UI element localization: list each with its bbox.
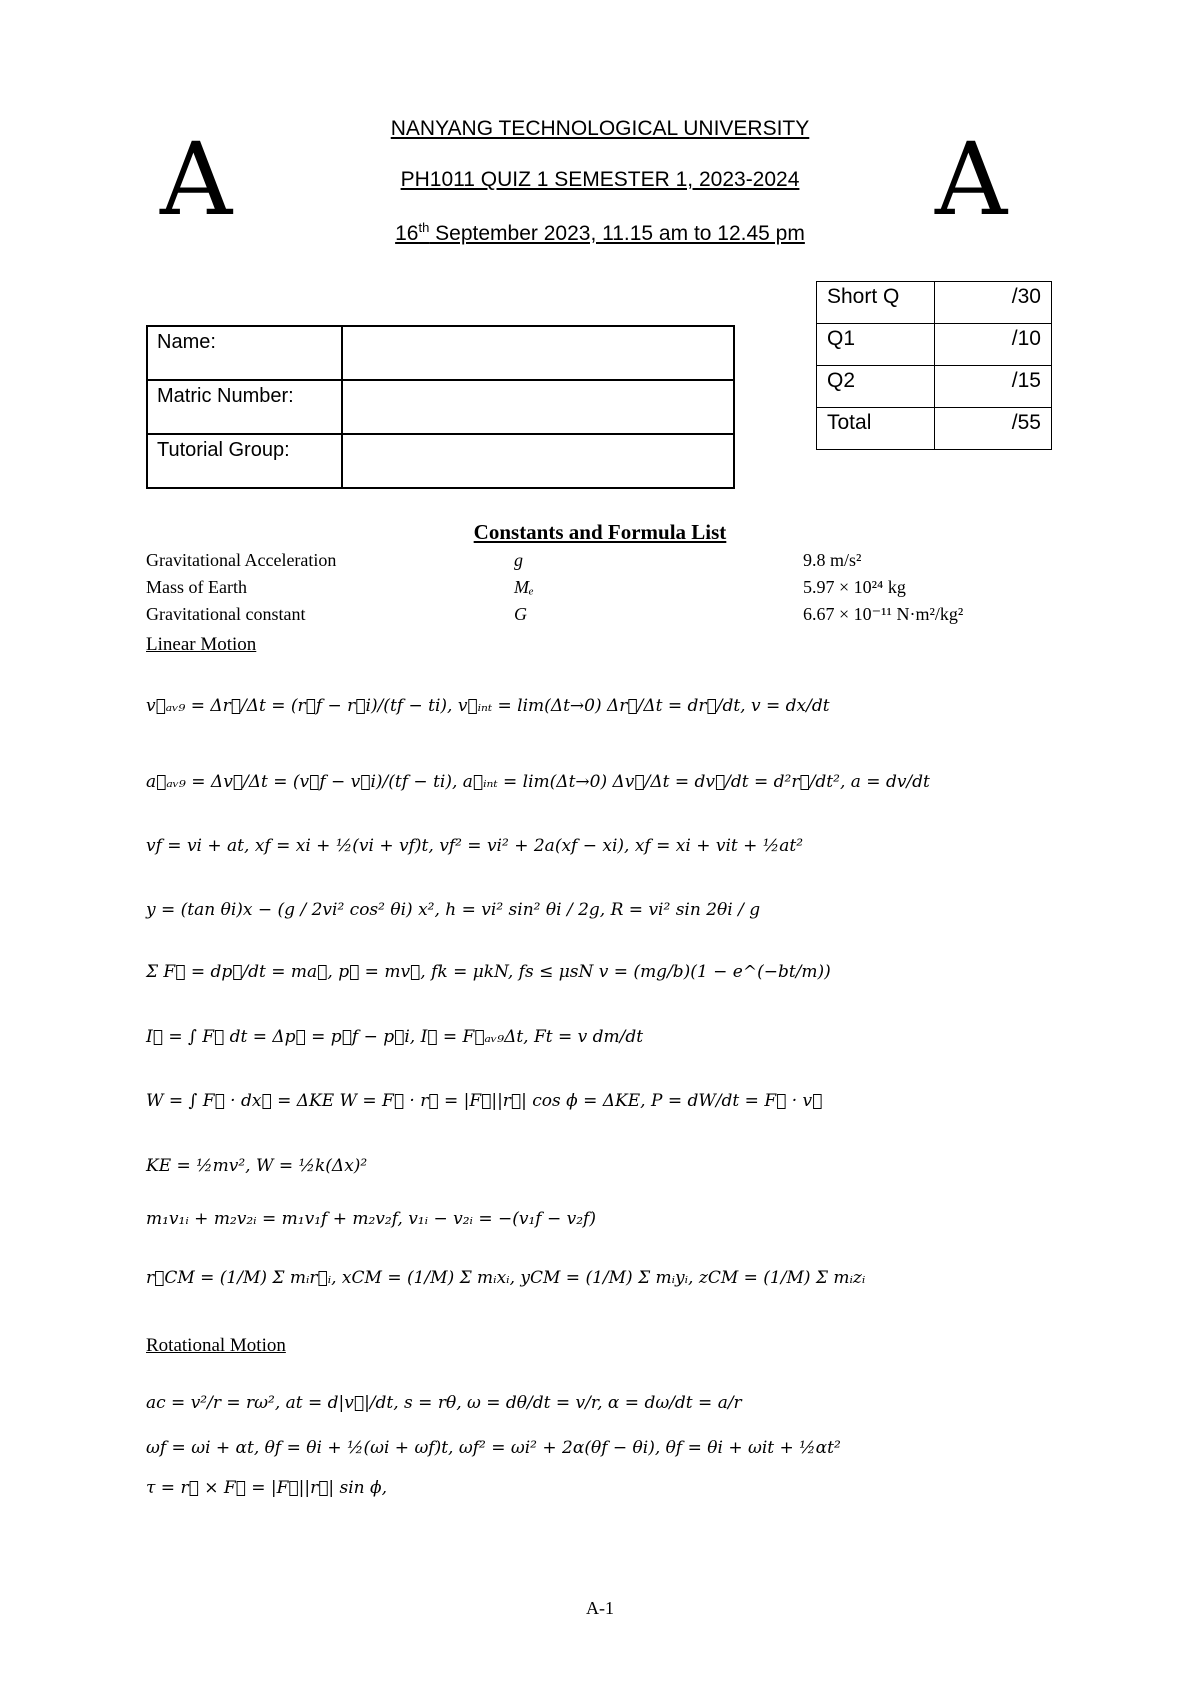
formula-line: m₁v₁ᵢ + m₂v₂ᵢ = m₁v₁f + m₂v₂f, v₁ᵢ − v₂ᵢ = −(v₁f − v₂f) bbox=[146, 1209, 596, 1229]
version-letter-right: A bbox=[935, 121, 1008, 238]
version-letter-left: A bbox=[160, 121, 233, 238]
constant-name: Gravitational constant bbox=[146, 604, 306, 624]
info-row bbox=[147, 434, 734, 488]
formula-line: W = ∫ F⃗ · dx⃗ = ΔKE W = F⃗ · r⃗ = |F⃗||r⃗| cos ϕ = ΔKE, P = dW/dt = F⃗ · v⃗ bbox=[146, 1091, 823, 1111]
info-label: Name: bbox=[147, 326, 342, 380]
formula-line: I⃗ = ∫ F⃗ dt = Δp⃗ = p⃗f − p⃗i, I⃗ = F⃗ₐᵥ₉Δt, Ft = v dm/dt bbox=[146, 1027, 644, 1047]
marks-label: Q1 bbox=[817, 324, 935, 366]
student-info-table bbox=[146, 325, 735, 489]
marks-max: /10 bbox=[935, 324, 1052, 366]
formula-line: ωf = ωi + αt, θf = θi + ½(ωi + ωf)t, ωf² = ωi² + 2α(θf − θi), θf = θi + ωit + ½αt² bbox=[146, 1438, 841, 1458]
formula-line: vf = vi + at, xf = xi + ½(vi + vf)t, vf² = vi² + 2a(xf − xi), xf = xi + vit + ½at² bbox=[146, 836, 804, 856]
constant-name: Gravitational Acceleration bbox=[146, 550, 337, 570]
quiz-date: 16th September 2023, 11.15 am to 12.45 pm bbox=[395, 220, 805, 245]
formula-line: ac = v²/r = rω², at = d|v⃗|/dt, s = rθ, ω = dθ/dt = v/r, α = dω/dt = a/r bbox=[146, 1393, 742, 1413]
marks-max: /15 bbox=[935, 366, 1052, 408]
formula-line: v⃗ₐᵥ₉ = Δr⃗/Δt = (r⃗f − r⃗i)/(tf − ti), v⃗ᵢₙₜ = lim(Δt→0) Δr⃗/Δt = dr⃗/dt, v = dx/dt bbox=[146, 696, 830, 716]
formula-line: y = (tan θi)x − (g / 2vi² cos² θi) x², h = vi² sin² θi / 2g, R = vi² sin 2θi / g bbox=[146, 900, 761, 920]
page-number: A-1 bbox=[586, 1598, 614, 1618]
constant-value: 9.8 m/s² bbox=[803, 550, 862, 570]
constant-value: 5.97 × 10²⁴ kg bbox=[803, 577, 906, 597]
formula-line: τ = r⃗ × F⃗ = |F⃗||r⃗| sin ϕ, bbox=[146, 1478, 388, 1498]
marks-max: /55 bbox=[935, 408, 1052, 450]
formula-line: a⃗ₐᵥ₉ = Δv⃗/Δt = (v⃗f − v⃗i)/(tf − ti), a⃗ᵢₙₜ = lim(Δt→0) Δv⃗/Δt = dv⃗/dt = d²r⃗/dt², a = dv/dt bbox=[146, 772, 930, 792]
name-field[interactable] bbox=[342, 326, 734, 380]
constant-value: 6.67 × 10⁻¹¹ N·m²/kg² bbox=[803, 604, 964, 624]
marks-table bbox=[816, 281, 1052, 450]
constant-symbol: g bbox=[514, 550, 523, 570]
info-row bbox=[147, 326, 734, 380]
constant-name: Mass of Earth bbox=[146, 577, 247, 597]
marks-row bbox=[817, 366, 1052, 408]
info-label: Matric Number: bbox=[147, 380, 342, 434]
constant-symbol: Mₑ bbox=[514, 577, 534, 597]
formula-list-title: Constants and Formula List bbox=[473, 520, 727, 544]
marks-row bbox=[817, 282, 1052, 324]
formula-line: r⃗CM = (1/M) Σ mᵢr⃗ᵢ, xCM = (1/M) Σ mᵢxᵢ, yCM = (1/M) Σ mᵢyᵢ, zCM = (1/M) Σ mᵢzᵢ bbox=[146, 1268, 866, 1288]
constant-symbol: G bbox=[514, 604, 527, 624]
section-rotational-motion: Rotational Motion bbox=[146, 1335, 286, 1356]
quiz-title: PH1011 QUIZ 1 SEMESTER 1, 2023-2024 bbox=[400, 168, 800, 191]
tutorial-group-field[interactable] bbox=[342, 434, 734, 488]
matric-number-field[interactable] bbox=[342, 380, 734, 434]
formula-line: KE = ½mv², W = ½k(Δx)² bbox=[146, 1156, 368, 1176]
marks-row bbox=[817, 324, 1052, 366]
university-name: NANYANG TECHNOLOGICAL UNIVERSITY bbox=[390, 117, 810, 140]
marks-label: Total bbox=[817, 408, 935, 450]
info-label: Tutorial Group: bbox=[147, 434, 342, 488]
marks-label: Q2 bbox=[817, 366, 935, 408]
marks-row bbox=[817, 408, 1052, 450]
formula-line: Σ F⃗ = dp⃗/dt = ma⃗, p⃗ = mv⃗, fk = μkN, fs ≤ μsN v = (mg/b)(1 − e^(−bt/m)) bbox=[146, 962, 831, 982]
marks-label: Short Q bbox=[817, 282, 935, 324]
marks-max: /30 bbox=[935, 282, 1052, 324]
info-row bbox=[147, 380, 734, 434]
section-linear-motion: Linear Motion bbox=[146, 634, 257, 655]
